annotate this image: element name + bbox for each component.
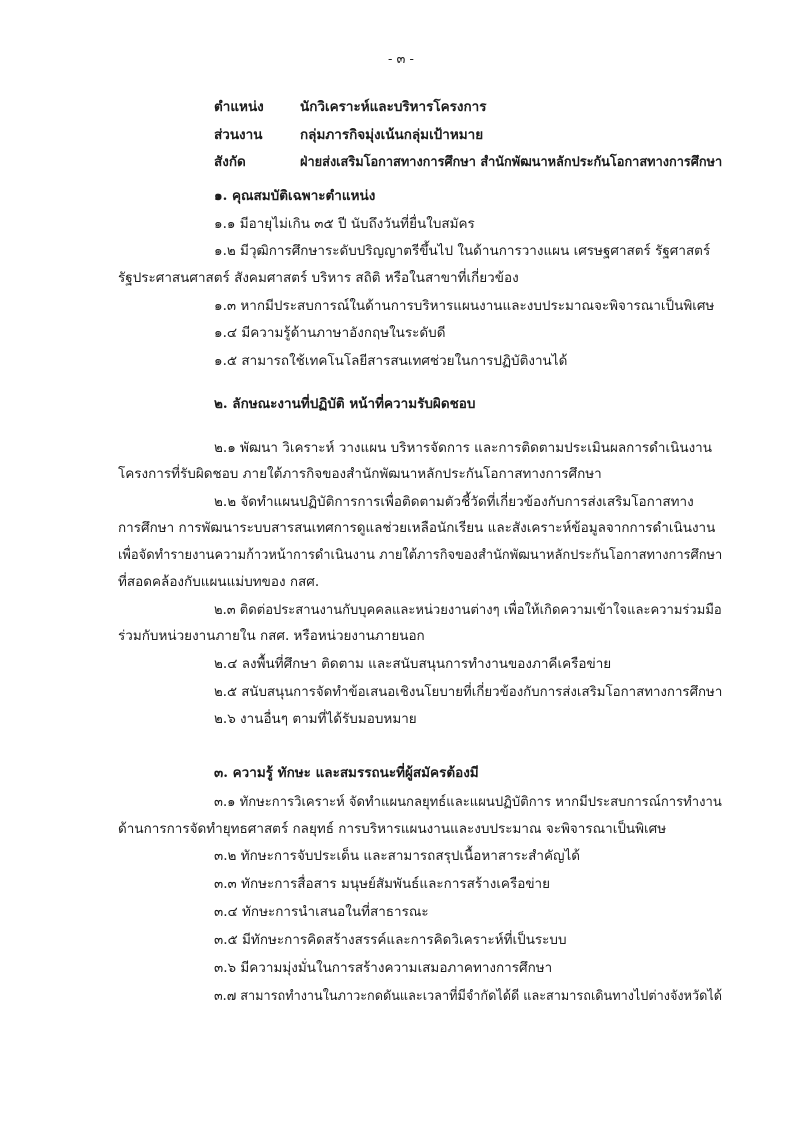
list-item: ๒.๓ ติดต่อประสานงานกับบุคคลและหน่วยงานต่างๆ เพื่อให้เกิดความเข้าใจและความร่วมมือ — [214, 602, 722, 618]
affiliation-value: ฝ่ายส่งเสริมโอกาสทางการศึกษา สำนักพัฒนาหลักประกันโอกาสทางการศึกษา — [300, 154, 723, 170]
list-item: ๑.๒ มีวุฒิการศึกษาระดับปริญญาตรีขึ้นไป ในด้านการวางแผน เศรษฐศาสตร์ รัฐศาสตร์ — [214, 243, 711, 259]
list-item: โครงการที่รับผิดชอบ ภายใต้ภารกิจของสำนักพัฒนาหลักประกันโอกาสทางการศึกษา — [118, 466, 602, 482]
page-number: - ๓ - — [388, 52, 414, 67]
list-item: ๓.๑ ทักษะการวิเคราะห์ จัดทำแผนกลยุทธ์และแผนปฏิบัติการ หากมีประสบการณ์การทำงาน — [214, 794, 722, 810]
unit-label: ส่วนงาน — [214, 127, 263, 143]
section1-heading: ๑. คุณสมบัติเฉพาะตำแหน่ง — [214, 188, 376, 204]
list-item: ๒.๒ จัดทำแผนปฏิบัติการการเพื่อติดตามตัวชี้วัดที่เกี่ยวข้องกับการส่งเสริมโอกาสทาง — [214, 494, 694, 510]
list-item: ร่วมกับหน่วยงานภายใน กสศ. หรือหน่วยงานภายนอก — [118, 628, 425, 644]
list-item: ๓.๒ ทักษะการจับประเด็น และสามารถสรุปเนื้อหาสาระสำคัญได้ — [214, 848, 581, 864]
unit-value: กลุ่มภารกิจมุ่งเน้นกลุ่มเป้าหมาย — [300, 127, 484, 143]
list-item: รัฐประศาสนศาสตร์ สังคมศาสตร์ บริหาร สถิติ หรือในสาขาที่เกี่ยวข้อง — [118, 270, 519, 286]
list-item: เพื่อจัดทำรายงานความก้าวหน้าการดำเนินงาน ภายใต้ภารกิจของสำนักพัฒนาหลักประกันโอกาสทางการศึกษา — [118, 547, 723, 563]
list-item: ๓.๓ ทักษะการสื่อสาร มนุษย์สัมพันธ์และการสร้างเครือข่าย — [214, 876, 551, 892]
list-item: ๓.๗ สามารถทำงานในภาวะกดดันและเวลาที่มีจำกัดได้ดี และสามารถเดินทางไปต่างจังหวัดได้ — [214, 988, 722, 1004]
affiliation-label: สังกัด — [214, 154, 246, 170]
list-item: ๒.๕ สนับสนุนการจัดทำข้อเสนอเชิงนโยบายที่เกี่ยวข้องกับการส่งเสริมโอกาสทางการศึกษา — [214, 684, 723, 700]
list-item: ๓.๕ มีทักษะการคิดสร้างสรรค์และการคิดวิเคราะห์ที่เป็นระบบ — [214, 932, 567, 948]
list-item: การศึกษา การพัฒนาระบบสารสนเทศการดูแลช่วยเหลือนักเรียน และสังเคราะห์ข้อมูลจากการดำเนินงาน — [118, 520, 716, 536]
list-item: ๒.๖ งานอื่นๆ ตามที่ได้รับมอบหมาย — [214, 711, 417, 727]
position-label: ตำแหน่ง — [214, 99, 264, 115]
list-item: ๑.๕ สามารถใช้เทคโนโลยีสารสนเทศช่วยในการปฏิบัติงานได้ — [214, 353, 568, 369]
list-item: ๒.๑ พัฒนา วิเคราะห์ วางแผน บริหารจัดการ และการติดตามประเมินผลการดำเนินงาน — [214, 440, 712, 456]
list-item: ๓.๖ มีความมุ่งมั่นในการสร้างความเสมอภาคทางการศึกษา — [214, 960, 553, 976]
list-item: ๑.๑ มีอายุไม่เกิน ๓๕ ปี นับถึงวันที่ยื่นใบสมัคร — [214, 216, 475, 232]
list-item: ด้านการการจัดทำยุทธศาสตร์ กลยุทธ์ การบริหารแผนงานและงบประมาณ จะพิจารณาเป็นพิเศษ — [118, 821, 667, 837]
section2-heading: ๒. ลักษณะงานที่ปฏิบัติ หน้าที่ความรับผิดชอบ — [214, 396, 476, 412]
list-item: ๓.๔ ทักษะการนำเสนอในที่สาธารณะ — [214, 904, 429, 920]
list-item: ที่สอดคล้องกับแผนแม่บทของ กสศ. — [118, 574, 320, 590]
position-value: นักวิเคราะห์และบริหารโครงการ — [300, 99, 487, 115]
list-item: ๑.๔ มีความรู้ด้านภาษาอังกฤษในระดับดี — [214, 325, 446, 341]
list-item: ๑.๓ หากมีประสบการณ์ในด้านการบริหารแผนงานและงบประมาณจะพิจารณาเป็นพิเศษ — [214, 298, 715, 314]
section3-heading: ๓. ความรู้ ทักษะ และสมรรถนะที่ผู้สมัครต้องมี — [214, 765, 479, 781]
list-item: ๒.๔ ลงพื้นที่ศึกษา ติดตาม และสนับสนุนการทำงานของภาคีเครือข่าย — [214, 656, 612, 672]
